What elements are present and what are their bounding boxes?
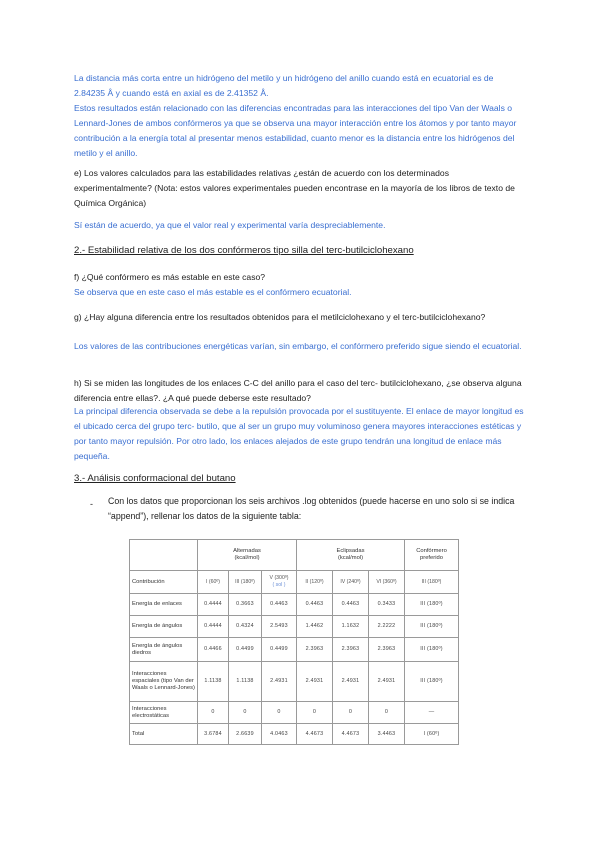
col-I: I (60º) — [198, 571, 229, 594]
cell-value: 3.4463 — [369, 724, 405, 745]
cell-value: 0 — [262, 702, 297, 724]
cell-value: 0 — [333, 702, 369, 724]
cell-value: 2.3963 — [333, 638, 369, 662]
answer-e: Sí están de acuerdo, ya que el valor real y experimental varía despreciablemente. — [74, 220, 386, 230]
cell-value: 0.4463 — [262, 594, 297, 616]
question-h: h) Si se miden las longitudes de los enlaces C-C del anillo para el caso del terc- butilciclohexano, ¿se observa alguna diferencia entre ellas?. ¿A qué puede deberse este resultado? — [74, 378, 522, 403]
row-label-electrostaticas: Interacciones electrostáticas — [130, 702, 198, 724]
col-V: V (300º) ( sol ) — [262, 571, 297, 594]
row-label-angulos: Energía de ángulos — [130, 616, 198, 638]
paragraph-explanation: Estos resultados están relacionado con las diferencias encontradas para las interacciones del tipo Van der Waals o Lennard-Jones de ambos confórmeros ya que se observa una mayor interacción entre los átomos y por tanto mayor contribución a la energía total al presentar menos estabilidad, cuanto menor es la distancia entre los hidrógenos del metilo y el anillo. — [74, 103, 517, 158]
section-heading-3: 3.- Análisis conformacional del butano — [74, 473, 236, 484]
cell-value: 1.1138 — [229, 662, 262, 702]
cell-value: 2.5493 — [262, 616, 297, 638]
header-alternadas: Alternadas (kcal/mol) — [198, 540, 297, 571]
cell-value: 4.0463 — [262, 724, 297, 745]
header-contribucion: Contribución — [130, 571, 198, 594]
cell-value: 2.2222 — [369, 616, 405, 638]
cell-preferred: III (180º) — [405, 662, 459, 702]
row-label-vdw: Interacciones espaciales (tipo Van der Waals o Lennard-Jones) — [130, 662, 198, 702]
cell-value: 0.3433 — [369, 594, 405, 616]
cell-value: 0 — [198, 702, 229, 724]
cell-preferred: III (180º) — [405, 594, 459, 616]
row-label-total: Total — [130, 724, 198, 745]
cell-value: 0.4463 — [297, 594, 333, 616]
cell-value: 0.4463 — [333, 594, 369, 616]
row-label-enlaces: Energía de enlaces — [130, 594, 198, 616]
header-empty — [130, 540, 198, 571]
cell-value: 0.4444 — [198, 616, 229, 638]
paragraph-distance: La distancia más corta entre un hidrógeno del metilo y un hidrógeno del anillo cuando está en ecuatorial es de 2.84235 Å y cuando está en axial es de 2.41352 Å. — [74, 73, 494, 98]
cell-value: 0.4444 — [198, 594, 229, 616]
cell-value: 2.6639 — [229, 724, 262, 745]
cell-value: 0.4499 — [229, 638, 262, 662]
header-preferido: Confórmero preferido — [405, 540, 459, 571]
question-g: g) ¿Hay alguna diferencia entre los resultados obtenidos para el metilciclohexano y el terc-butilciclohexano? — [74, 312, 486, 322]
answer-f: Se observa que en este caso el más estable es el confórmero ecuatorial. — [74, 287, 352, 297]
cell-value: 1.1138 — [198, 662, 229, 702]
cell-value: 2.4931 — [297, 662, 333, 702]
conformations-table — [129, 539, 459, 745]
answer-h: La principal diferencia observada se debe a la repulsión provocada por el sustituyente. El enlace de mayor longitud es el ubicado cerca del grupo terc- butilo, que al ser un grupo muy voluminoso genera mayores interacciones estéticas y por tanto mayor repulsión. Por otro lado, los enlaces alejados de este grupo tendrán una longitud de enlace más pequeña. — [74, 406, 524, 461]
cell-value: 1.4462 — [297, 616, 333, 638]
question-f: f) ¿Qué confórmero es más estable en este caso? — [74, 272, 266, 282]
cell-value: 3.6784 — [198, 724, 229, 745]
cell-value: 0 — [229, 702, 262, 724]
cell-value: 0 — [297, 702, 333, 724]
cell-value: 0.4324 — [229, 616, 262, 638]
cell-preferred: I (60º) — [405, 724, 459, 745]
answer-g: Los valores de las contribuciones energéticas varían, sin embargo, el confórmero preferido sigue siendo el ecuatorial. — [74, 341, 522, 351]
bullet-marker: - — [90, 499, 93, 509]
bullet-instruction: Con los datos que proporcionan los seis archivos .log obtenidos (puede hacerse en uno solo si se indica “append”), rellenar los datos de la siguiente tabla: — [108, 496, 515, 521]
cell-preferred: III (180º) — [405, 638, 459, 662]
cell-value: 4.4673 — [333, 724, 369, 745]
col-preferido: III (180º) — [405, 571, 459, 594]
cell-value: 4.4673 — [297, 724, 333, 745]
cell-value: 0.3663 — [229, 594, 262, 616]
cell-preferred: III (180º) — [405, 616, 459, 638]
col-VI: VI (360º) — [369, 571, 405, 594]
cell-value: 1.1632 — [333, 616, 369, 638]
col-IV: IV (240º) — [333, 571, 369, 594]
header-eclipsadas: Eclipsadas (kcal/mol) — [297, 540, 405, 571]
cell-value: 2.4931 — [262, 662, 297, 702]
cell-value: 2.4931 — [369, 662, 405, 702]
row-label-diedros: Energía de ángulos diedros — [130, 638, 198, 662]
section-heading-2: 2.- Estabilidad relativa de los dos confórmeros tipo silla del terc-butilciclohexano — [74, 245, 414, 256]
cell-value: 0.4466 — [198, 638, 229, 662]
cell-value: 0.4499 — [262, 638, 297, 662]
cell-value: 2.4931 — [333, 662, 369, 702]
cell-value: 0 — [369, 702, 405, 724]
question-e: e) Los valores calculados para las estabilidades relativas ¿están de acuerdo con los determinados experimentalmente? (Nota: estos valores experimentales pueden encontrase en la mayoría de los libros de texto de Química Orgánica) — [74, 168, 515, 208]
cell-value: 2.3963 — [369, 638, 405, 662]
col-II: II (120º) — [297, 571, 333, 594]
cell-value: 2.3963 — [297, 638, 333, 662]
col-III: III (180º) — [229, 571, 262, 594]
cell-preferred: — — [405, 702, 459, 724]
